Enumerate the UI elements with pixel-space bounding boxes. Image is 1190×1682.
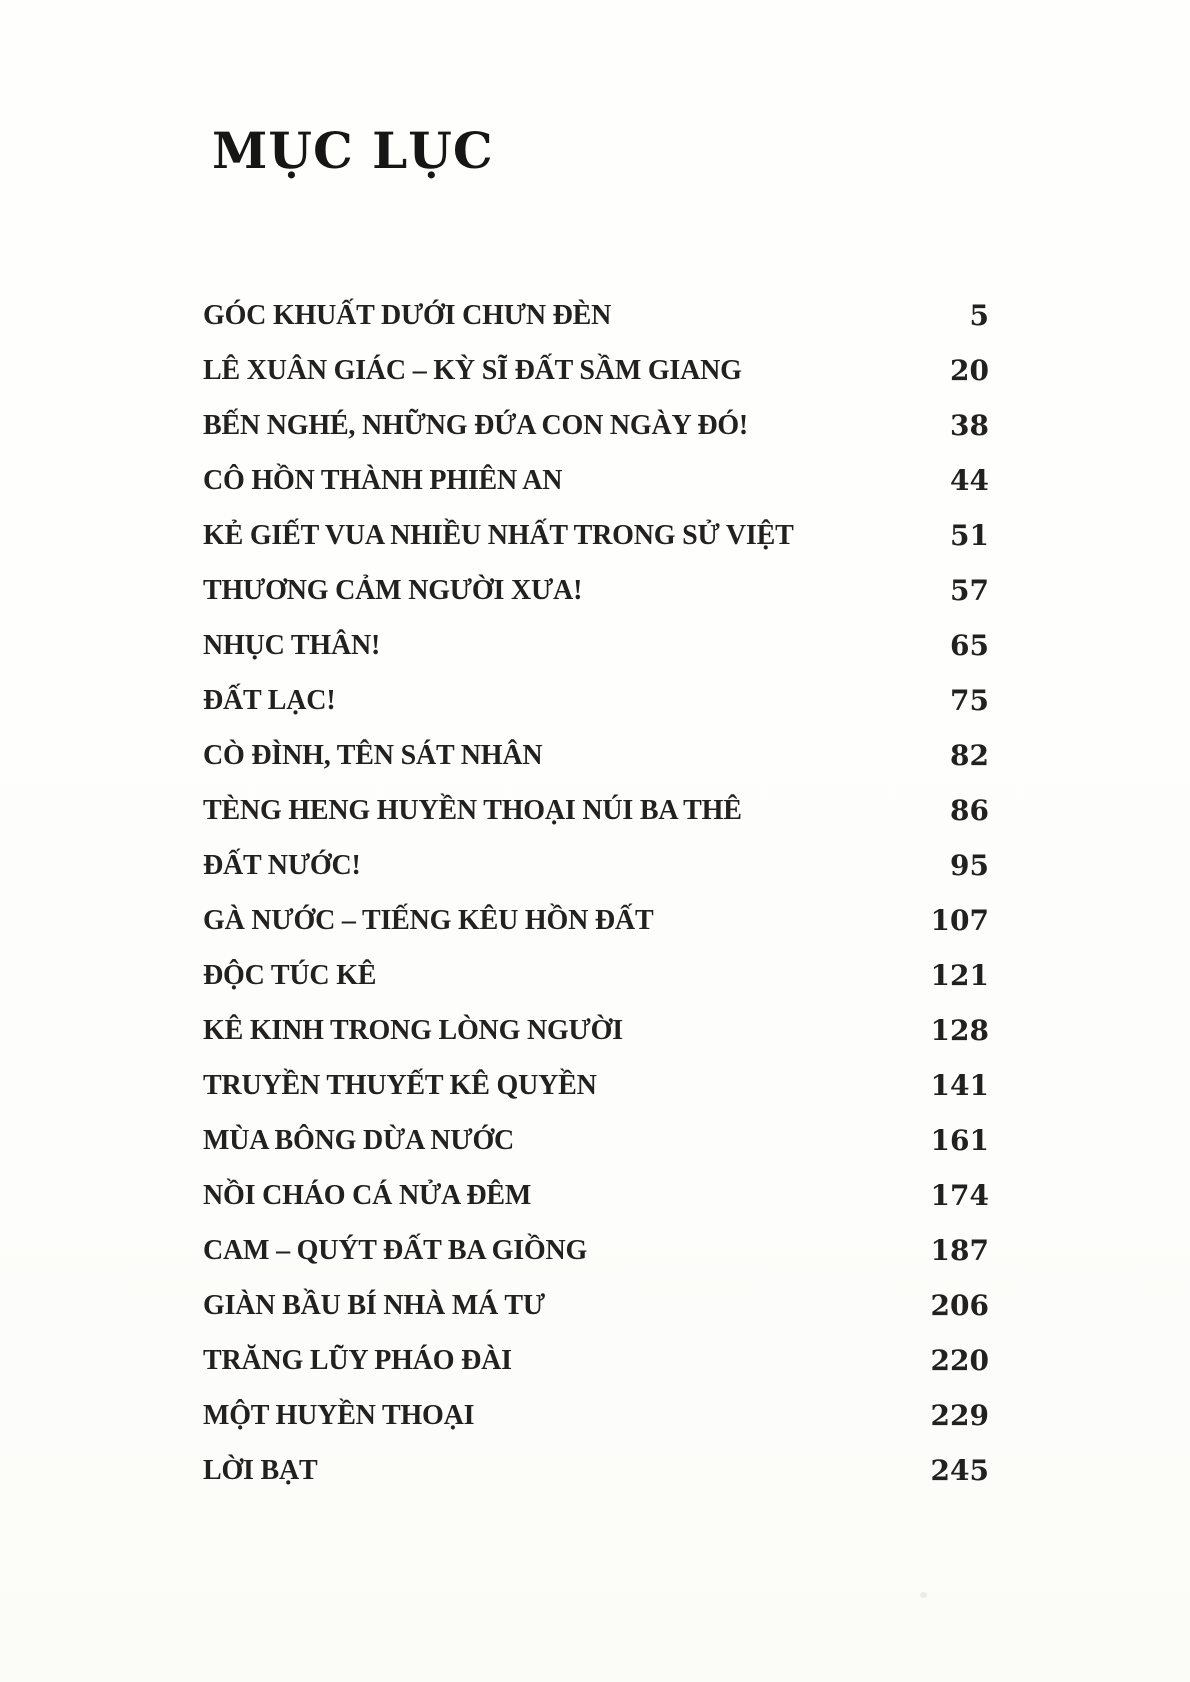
toc-entry-page: 51 (950, 519, 989, 552)
toc-entry-title: GÀ NƯỚC – TIẾNG KÊU HỒN ĐẤT (203, 904, 654, 936)
toc-row (203, 1058, 989, 1113)
toc-entry-page: 20 (950, 354, 989, 387)
toc-row (203, 1443, 989, 1498)
toc-entry-page: 245 (930, 1454, 989, 1487)
toc-row (203, 1223, 989, 1278)
toc-row (203, 948, 989, 1003)
toc-entry-title: TRUYỀN THUYẾT KÊ QUYỀN (203, 1069, 597, 1101)
toc-entry-title: NỒI CHÁO CÁ NỬA ĐÊM (203, 1179, 532, 1211)
toc-entry-title: GÓC KHUẤT DƯỚI CHƯN ĐÈN (203, 299, 612, 331)
toc-entry-page: 65 (950, 629, 989, 662)
toc-entry-page: 128 (930, 1014, 989, 1047)
toc-row (203, 1168, 989, 1223)
toc-entry-title: CÒ ĐÌNH, TÊN SÁT NHÂN (203, 739, 543, 771)
toc-entry-page: 5 (969, 299, 989, 332)
toc-entry-title: ĐẤT LẠC! (203, 684, 336, 716)
toc-row (203, 1388, 989, 1443)
toc-entry-title: MỘT HUYỀN THOẠI (203, 1399, 475, 1431)
toc-row (203, 783, 989, 838)
toc-entry-page: 161 (930, 1124, 989, 1157)
toc-row (203, 673, 989, 728)
toc-entry-title: ĐỘC TÚC KÊ (203, 959, 377, 991)
toc-entry-title: THƯƠNG CẢM NGƯỜI XƯA! (203, 574, 583, 606)
toc-entry-page: 57 (950, 574, 989, 607)
table-of-contents (203, 288, 989, 1498)
toc-entry-title: NHỤC THÂN! (203, 629, 381, 661)
toc-entry-title: LÊ XUÂN GIÁC – KỲ SĨ ĐẤT SẦM GIANG (203, 354, 742, 386)
toc-entry-page: 44 (950, 464, 989, 497)
toc-row (203, 453, 989, 508)
toc-row (203, 508, 989, 563)
toc-entry-title: BẾN NGHÉ, NHỮNG ĐỨA CON NGÀY ĐÓ! (203, 409, 749, 441)
toc-entry-page: 141 (930, 1069, 989, 1102)
toc-entry-page: 187 (930, 1234, 989, 1267)
toc-entry-page: 220 (930, 1344, 989, 1377)
toc-entry-title: LỜI BẠT (203, 1454, 318, 1486)
toc-row (203, 398, 989, 453)
toc-row (203, 838, 989, 893)
toc-entry-title: KẺ GIẾT VUA NHIỀU NHẤT TRONG SỬ VIỆT (203, 519, 794, 551)
toc-entry-title: KÊ KINH TRONG LÒNG NGƯỜI (203, 1014, 623, 1046)
toc-entry-page: 75 (950, 684, 989, 717)
page-title: MỤC LỤC (212, 121, 494, 180)
toc-entry-page: 82 (950, 739, 989, 772)
toc-entry-page: 229 (930, 1399, 989, 1432)
toc-entry-page: 86 (950, 794, 989, 827)
toc-entry-page: 107 (930, 904, 989, 937)
toc-entry-title: CAM – QUÝT ĐẤT BA GIỒNG (203, 1234, 588, 1266)
toc-entry-title: TÈNG HENG HUYỀN THOẠI NÚI BA THÊ (203, 794, 742, 826)
toc-entry-page: 38 (950, 409, 989, 442)
toc-entry-page: 174 (930, 1179, 989, 1212)
toc-entry-page: 95 (950, 849, 989, 882)
toc-entry-title: TRĂNG LŨY PHÁO ĐÀI (203, 1344, 512, 1376)
paper-speck (920, 1592, 927, 1598)
toc-row (203, 1333, 989, 1388)
toc-row (203, 728, 989, 783)
toc-entry-title: ĐẤT NƯỚC! (203, 849, 361, 881)
toc-entry-title: CÔ HỒN THÀNH PHIÊN AN (203, 464, 563, 496)
toc-entry-title: GIÀN BẦU BÍ NHÀ MÁ TƯ (203, 1289, 545, 1321)
toc-row (203, 1113, 989, 1168)
toc-row (203, 343, 989, 398)
toc-row (203, 893, 989, 948)
toc-row (203, 288, 989, 343)
toc-row (203, 618, 989, 673)
toc-row (203, 1003, 989, 1058)
toc-row (203, 563, 989, 618)
toc-entry-title: MÙA BÔNG DỪA NƯỚC (203, 1124, 515, 1156)
toc-row (203, 1278, 989, 1333)
toc-entry-page: 121 (930, 959, 989, 992)
toc-entry-page: 206 (930, 1289, 989, 1322)
